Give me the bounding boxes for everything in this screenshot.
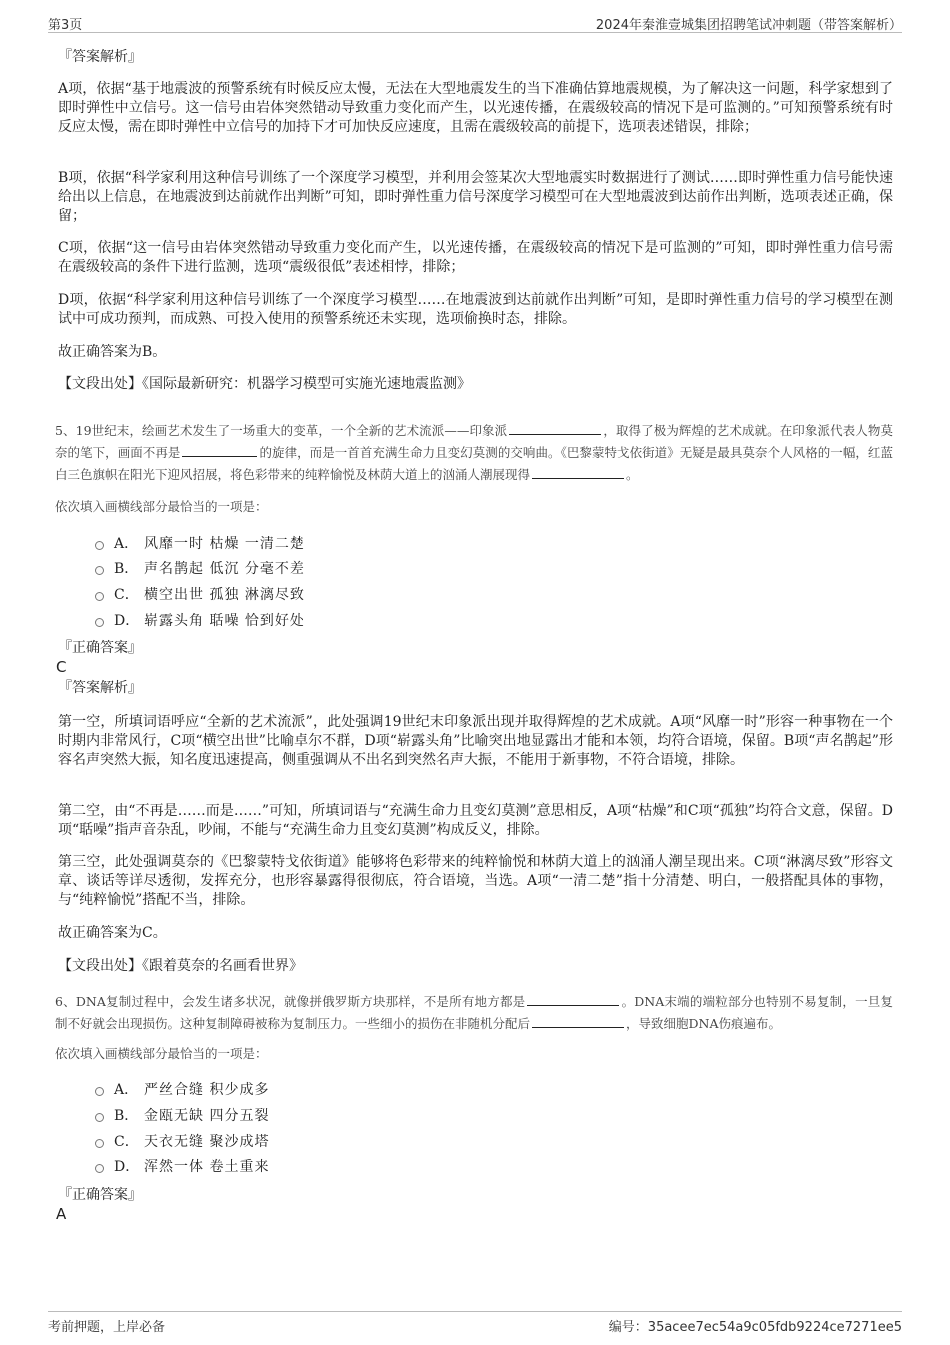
q5-option-c[interactable]: C． 横空出世 孤独 淋漓尽致 (95, 584, 305, 604)
q6-answer: A (56, 1205, 67, 1223)
q6-option-b[interactable]: B． 金瓯无缺 四分五裂 (95, 1105, 269, 1125)
q5-analysis-second: 第二空，由“不再是……而是……”可知，所填词语与“充满生命力且变幻莫测”意思相反，A项“枯燥”和C项“孤独”均符合文意，保留。D项“聒噪”指声音杂乱，吵闹，不能与“充满生命力且变幻莫测”构成反义，排除。 (58, 803, 893, 838)
q6-answer-label: 『正确答案』 (58, 1187, 142, 1203)
radio-icon[interactable] (95, 1087, 104, 1096)
q5-conclusion: 故正确答案为C。 (58, 925, 167, 941)
q5-analysis-first: 第一空，所填词语呼应“全新的艺术流派”，此处强调19世纪末印象派出现并取得辉煌的艺术成就。A项“风靡一时”形容一种事物在一个时期内非常风行，C项“横空出世”比喻卓尔不群，D项“崭露头角”比喻突出地显露出才能和本领，均符合语境，保留。B项“声名鹊起”形容名声突然大振，知名度迅速提高，侧重强调从不出名到突然名声大振，不能用于新事物，不符合语境，排除。 (58, 714, 893, 768)
q5-analysis-label: 『答案解析』 (58, 680, 142, 696)
q6-stem: 6、DNA复制过程中，会发生诸多状况，就像拼俄罗斯方块那样，不是所有地方都是 。DNA末端的端粒部分也特别不易复制，一旦复制不好就会出现损伤。这种复制障碍被称为复制压力。一些细小的损伤在非随机分配后 ，导致细胞DNA伤痕遍布。 (55, 994, 893, 1031)
q4-analysis-c: C项，依据“这一信号由岩体突然错动导致重力变化而产生，以光速传播，在震级较高的情况下是可监测的”可知，即时弹性重力信号需在震级较高的条件下进行监测，选项“震级很低”表述相悖，排除； (58, 240, 893, 275)
document-title: 2024年秦淮壹城集团招聘笔试冲刺题（带答案解析） (595, 18, 902, 33)
q5-source: 【文段出处】《跟着莫奈的名画看世界》 (58, 958, 303, 974)
q5-instruction: 依次填入画横线部分最恰当的一项是： (55, 499, 268, 514)
page-number: 第3页 (48, 18, 83, 33)
radio-icon[interactable] (95, 592, 104, 601)
q5-answer-label: 『正确答案』 (58, 640, 142, 656)
q6-option-d[interactable]: D． 浑然一体 卷土重来 (95, 1156, 269, 1176)
answer-blank (532, 466, 624, 479)
q4-analysis-b: B项，依据“科学家利用这种信号训练了一个深度学习模型，并利用会签某次大型地震实时数据进行了测试……即时弹性重力信号能快速给出以上信息，在地震波到达前就作出判断”可知，即时弹性重力信号深度学习模型可在大型地震波到达前作出判断，选项表述正确，保留； (58, 170, 893, 224)
radio-icon[interactable] (95, 541, 104, 550)
q6-option-c[interactable]: C． 天衣无缝 聚沙成塔 (95, 1131, 269, 1151)
q5-option-a[interactable]: A． 风靡一时 枯燥 一清二楚 (95, 533, 305, 553)
q6-instruction: 依次填入画横线部分最恰当的一项是： (55, 1046, 268, 1061)
answer-blank (509, 422, 601, 435)
q5-option-b[interactable]: B． 声名鹊起 低沉 分毫不差 (95, 558, 305, 578)
radio-icon[interactable] (95, 1113, 104, 1122)
q5-answer: C (56, 658, 67, 676)
q4-source: 【文段出处】《国际最新研究：机器学习模型可实施光速地震监测》 (58, 376, 471, 392)
q5-analysis-third: 第三空，此处强调莫奈的《巴黎蒙特戈依街道》能够将色彩带来的纯粹愉悦和林荫大道上的汹涌人潮呈现出来。C项“淋漓尽致”形容文章、谈话等详尽透彻，发挥充分，也形容暴露得很彻底，符合语境，当选。A项“一清二楚”指十分清楚、明白，一般搭配具体的事物，与“纯粹愉悦”搭配不当，排除。 (58, 854, 893, 908)
footer-slogan: 考前押题，上岸必备 (48, 1320, 166, 1335)
page-header (48, 12, 902, 33)
radio-icon[interactable] (95, 1164, 104, 1173)
document-id: 编号：35acee7ec54a9c05fdb9224ce7271ee5 (608, 1320, 902, 1335)
q4-analysis-label: 『答案解析』 (58, 49, 142, 65)
q4-analysis-d: D项，依据“科学家利用这种信号训练了一个深度学习模型……在地震波到达前就作出判断”可知，是即时弹性重力信号的学习模型在测试中可成功预判，而成熟、可投入使用的预警系统还未实现，选项偷换时态，排除。 (58, 292, 893, 327)
answer-blank (527, 993, 619, 1006)
page-footer (48, 1311, 902, 1334)
radio-icon[interactable] (95, 1139, 104, 1148)
answer-blank (182, 444, 257, 457)
radio-icon[interactable] (95, 566, 104, 575)
q4-analysis-a: A项，依据“基于地震波的预警系统有时候反应太慢，无法在大型地震发生的当下准确估算地震规模，为了解决这一问题，科学家想到了即时弹性中立信号。这一信号由岩体突然错动导致重力变化而产生，以光速传播，在震级较高的情况下是可监测的。”可知预警系统有时反应太慢，需在即时弹性中立信号的加持下才可加快反应速度，且需在震级较高的前提下，选项表述错误，排除； (58, 81, 893, 135)
q5-stem: 5、19世纪末，绘画艺术发生了一场重大的变革，一个全新的艺术流派——印象派 ，取得了极为辉煌的艺术成就。在印象派代表人物莫奈的笔下，画面不再是 的旋律，而是一首首充满生命力且变幻莫测的交响曲。《巴黎蒙特戈依街道》无疑是最具莫奈个人风格的一幅，红蓝白三色旗帜在阳光下迎风招展，将色彩带来的纯粹愉悦及林荫大道上的汹涌人潮展现得 。 (55, 423, 893, 482)
q4-conclusion: 故正确答案为B。 (58, 344, 167, 360)
answer-blank (532, 1015, 624, 1028)
q5-option-d[interactable]: D． 崭露头角 聒噪 恰到好处 (95, 610, 305, 630)
q6-option-a[interactable]: A． 严丝合缝 积少成多 (95, 1079, 269, 1099)
radio-icon[interactable] (95, 618, 104, 627)
